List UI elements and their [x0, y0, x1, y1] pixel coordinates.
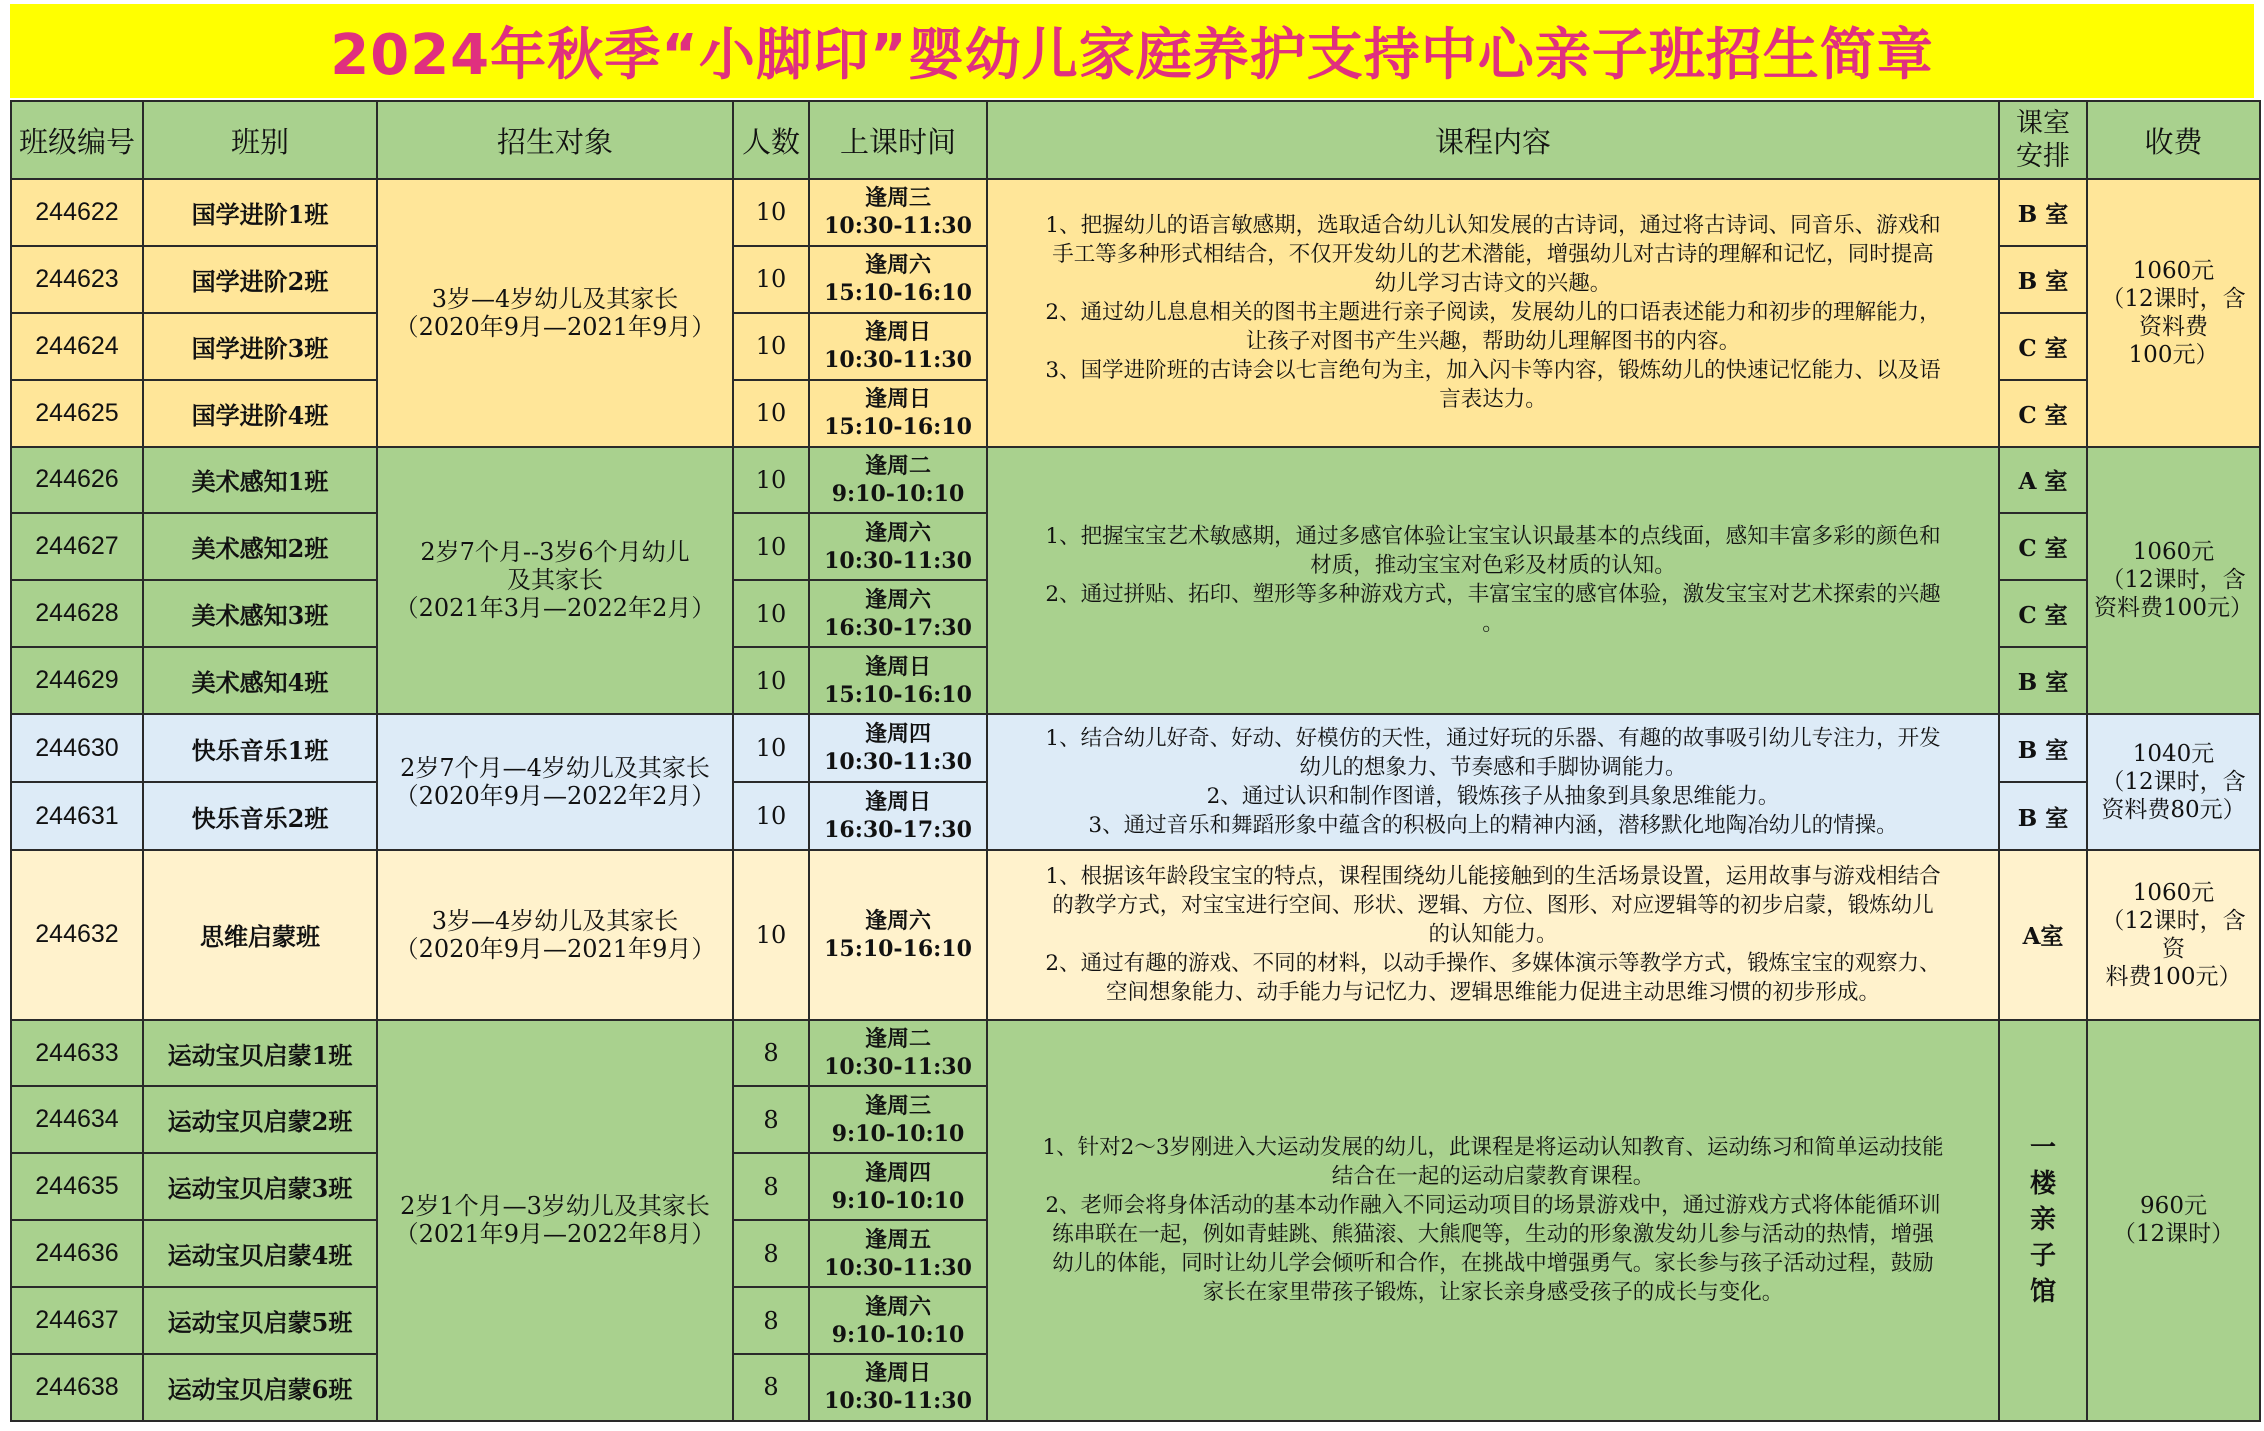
time-day: 逢周三 [864, 185, 931, 212]
time-day: 逢周三 [864, 1092, 931, 1119]
content-line: 1、把握宝宝艺术敏感期，通过多感官体验让宝宝认识最基本的点线面，感知丰富多彩的颜色和 [1045, 524, 1941, 550]
class-name-cell: 国学进阶3班 [143, 313, 377, 380]
time-day: 逢周六 [864, 586, 931, 613]
class-code-cell: 244624 [11, 313, 143, 380]
class-name-cell: 运动宝贝启蒙4班 [143, 1220, 377, 1287]
time-cell [809, 313, 987, 380]
count-cell: 10 [733, 313, 809, 380]
target-line: 2岁1个月—3岁幼儿及其家长 [400, 1192, 710, 1221]
class-name-cell: 运动宝贝启蒙6班 [143, 1354, 377, 1421]
time-cell [809, 1020, 987, 1087]
count-cell: 8 [733, 1086, 809, 1153]
class-name-cell: 快乐音乐2班 [143, 782, 377, 850]
count-cell: 10 [733, 447, 809, 514]
time-day: 逢周日 [864, 386, 931, 413]
time-hours: 15:10-16:10 [824, 935, 972, 962]
count-cell: 10 [733, 782, 809, 850]
time-hours: 10:30-11:30 [824, 213, 972, 240]
table-row [11, 179, 2260, 246]
target-line: 2岁7个月—4岁幼儿及其家长 [400, 754, 710, 783]
time-hours: 10:30-11:30 [824, 749, 972, 776]
time-cell [809, 1086, 987, 1153]
room-line: 子 [2029, 1241, 2056, 1272]
target-cell [377, 179, 733, 447]
time-cell [809, 647, 987, 714]
content-line: 幼儿的体能，同时让幼儿学会倾听和合作，在挑战中增强勇气。家长参与孩子活动过程，鼓励 [1052, 1251, 1934, 1277]
time-cell [809, 1153, 987, 1220]
count-cell: 8 [733, 1354, 809, 1421]
count-cell: 8 [733, 1220, 809, 1287]
header-room [1999, 101, 2087, 179]
target-cell [377, 714, 733, 850]
time-day: 逢周六 [864, 519, 931, 546]
target-line: 及其家长 [507, 566, 603, 595]
table-row [11, 447, 2260, 514]
content-line: 材质，推动宝宝对色彩及材质的认知。 [1310, 553, 1676, 579]
content-line: 的教学方式，对宝宝进行空间、形状、逻辑、方位、图形、对应逻辑等的初步启蒙，锻炼幼儿 [1052, 893, 1934, 919]
header-room-line2: 安排 [2016, 141, 2070, 172]
room-cell: B 室 [1999, 782, 2087, 850]
count-cell: 10 [733, 714, 809, 782]
time-day: 逢周六 [864, 1293, 931, 1320]
time-cell [809, 447, 987, 514]
time-day: 逢周六 [864, 907, 931, 934]
time-day: 逢周日 [864, 653, 931, 680]
room-line: 楼 [2029, 1169, 2056, 1200]
time-day: 逢周六 [864, 252, 931, 279]
fee-line: 960元 [2140, 1193, 2207, 1220]
content-line: 2、老师会将身体活动的基本动作融入不同运动项目的场景游戏中，通过游戏方式将体能循环训 [1045, 1193, 1941, 1219]
target-line: 2岁7个月--3岁6个月幼儿 [420, 538, 690, 567]
class-name-cell: 美术感知4班 [143, 647, 377, 714]
target-cell [377, 1020, 733, 1421]
time-hours: 15:10-16:10 [824, 280, 972, 307]
class-code-cell: 244635 [11, 1153, 143, 1220]
table-row [11, 850, 2260, 1020]
count-cell: 10 [733, 380, 809, 447]
target-line: （2021年9月—2022年8月） [394, 1220, 716, 1249]
course-content-cell [987, 850, 1999, 1020]
target-line: （2020年9月—2021年9月） [394, 934, 716, 963]
fee-line: 资料费100元） [2094, 595, 2253, 622]
content-line: 3、国学进阶班的古诗会以七言绝句为主，加入闪卡等内容，锻炼幼儿的快速记忆能力、以及语 [1045, 358, 1941, 384]
time-day: 逢周四 [864, 721, 931, 748]
room-line: 馆 [2029, 1277, 2056, 1308]
header-fee: 收费 [2087, 101, 2260, 179]
room-line: 亲 [2029, 1205, 2056, 1236]
time-day: 逢周日 [864, 319, 931, 346]
fee-line: 料费100元） [2105, 963, 2242, 990]
class-name-cell: 运动宝贝启蒙5班 [143, 1287, 377, 1354]
content-line: 2、通过认识和制作图谱，锻炼孩子从抽象到具象思维能力。 [1206, 784, 1780, 810]
course-content-cell [987, 179, 1999, 447]
count-cell: 8 [733, 1153, 809, 1220]
header-content: 课程内容 [987, 101, 1999, 179]
fee-line: 1060元 [2132, 539, 2215, 566]
fee-line: 1040元 [2132, 741, 2215, 768]
fee-cell [2087, 1020, 2260, 1421]
room-cell: C 室 [1999, 580, 2087, 647]
fee-line: 1060元 [2132, 257, 2215, 284]
content-line: 1、把握幼儿的语言敏感期，选取适合幼儿认知发展的古诗词，通过将古诗词、同音乐、游戏和 [1045, 213, 1941, 239]
fee-cell [2087, 850, 2260, 1020]
time-day: 逢周日 [864, 789, 931, 816]
content-line: 幼儿的想象力、节奏感和手脚协调能力。 [1299, 755, 1687, 781]
fee-line: （12课时） [2112, 1221, 2235, 1248]
time-day: 逢周日 [864, 1360, 931, 1387]
header-room-line1: 课室 [2016, 108, 2070, 139]
fee-line: （12课时，含 [2101, 769, 2246, 796]
course-content-cell [987, 447, 1999, 715]
time-hours: 9:10-10:10 [831, 1321, 965, 1348]
class-code-cell: 244628 [11, 580, 143, 647]
time-hours: 10:30-11:30 [824, 547, 972, 574]
target-cell [377, 447, 733, 715]
fee-line: （12课时，含 [2101, 285, 2246, 312]
count-cell: 8 [733, 1020, 809, 1087]
time-cell [809, 1220, 987, 1287]
fee-cell [2087, 714, 2260, 850]
fee-line: （12课时，含资 [2101, 907, 2246, 962]
class-code-cell: 244637 [11, 1287, 143, 1354]
count-cell: 10 [733, 580, 809, 647]
class-name-cell: 美术感知2班 [143, 513, 377, 580]
time-hours: 16:30-17:30 [824, 817, 972, 844]
room-cell: B 室 [1999, 246, 2087, 313]
time-day: 逢周二 [864, 1026, 931, 1053]
time-day: 逢周五 [864, 1226, 931, 1253]
class-code-cell: 244633 [11, 1020, 143, 1087]
count-cell: 10 [733, 647, 809, 714]
time-hours: 15:10-16:10 [824, 414, 972, 441]
time-cell [809, 513, 987, 580]
class-code-cell: 244625 [11, 380, 143, 447]
room-cell: C 室 [1999, 513, 2087, 580]
time-cell [809, 380, 987, 447]
class-code-cell: 244634 [11, 1086, 143, 1153]
room-cell: B 室 [1999, 179, 2087, 246]
time-hours: 10:30-11:30 [824, 1388, 972, 1415]
room-cell: C 室 [1999, 380, 2087, 447]
time-cell [809, 850, 987, 1020]
fee-line: 1060元 [2132, 879, 2215, 906]
class-name-cell: 运动宝贝启蒙2班 [143, 1086, 377, 1153]
class-code-cell: 244631 [11, 782, 143, 850]
time-cell [809, 1287, 987, 1354]
content-line: 2、通过幼儿息息相关的图书主题进行亲子阅读，发展幼儿的口语表述能力和初步的理解能力， [1045, 300, 1941, 326]
time-day: 逢周四 [864, 1159, 931, 1186]
target-line: 3岁—4岁幼儿及其家长 [431, 284, 679, 313]
room-cell: B 室 [1999, 714, 2087, 782]
target-line: （2020年9月—2022年2月） [394, 782, 716, 811]
class-name-cell: 美术感知1班 [143, 447, 377, 514]
content-line: 家长在家里带孩子锻炼，让家长亲身感受孩子的成长与变化。 [1202, 1280, 1784, 1306]
fee-line: 100元） [2128, 341, 2219, 368]
fee-line: 资料费 [2139, 313, 2208, 340]
class-code-cell: 244627 [11, 513, 143, 580]
time-cell [809, 714, 987, 782]
class-name-cell: 思维启蒙班 [143, 850, 377, 1020]
class-code-cell: 244638 [11, 1354, 143, 1421]
time-cell [809, 179, 987, 246]
time-day: 逢周二 [864, 452, 931, 479]
count-cell: 10 [733, 246, 809, 313]
header-class: 班别 [143, 101, 377, 179]
time-hours: 9:10-10:10 [831, 1187, 965, 1214]
room-cell: A 室 [1999, 447, 2087, 514]
page-title: 2024年秋季“小脚印”婴幼儿家庭养护支持中心亲子班招生简章 [330, 23, 1934, 88]
count-cell: 10 [733, 179, 809, 246]
content-line: 1、根据该年龄段宝宝的特点，课程围绕幼儿能接触到的生活场景设置，运用故事与游戏相结合 [1045, 864, 1941, 890]
fee-line: 资料费80元） [2101, 797, 2246, 824]
header-target: 招生对象 [377, 101, 733, 179]
class-code-cell: 244636 [11, 1220, 143, 1287]
class-name-cell: 美术感知3班 [143, 580, 377, 647]
count-cell: 8 [733, 1287, 809, 1354]
content-line: 空间想象能力、动手能力与记忆力、逻辑思维能力促进主动思维习惯的初步形成。 [1105, 980, 1880, 1006]
content-line: 的认知能力。 [1428, 922, 1558, 948]
class-code-cell: 244623 [11, 246, 143, 313]
content-line: 练串联在一起，例如青蛙跳、熊猫滚、大熊爬等，生动的形象激发幼儿参与活动的热情，增强 [1052, 1222, 1934, 1248]
header-code: 班级编号 [11, 101, 143, 179]
content-line: 让孩子对图书产生兴趣，帮助幼儿理解图书的内容。 [1245, 329, 1741, 355]
content-line: 言表达力。 [1439, 387, 1547, 413]
room-line: 一 [2029, 1133, 2056, 1164]
course-content-cell [987, 714, 1999, 850]
count-cell: 10 [733, 850, 809, 1020]
content-line: 。 [1482, 611, 1504, 637]
class-code-cell: 244629 [11, 647, 143, 714]
time-cell [809, 782, 987, 850]
class-name-cell: 国学进阶4班 [143, 380, 377, 447]
content-line: 幼儿学习古诗文的兴趣。 [1374, 271, 1612, 297]
content-line: 手工等多种形式相结合，不仅开发幼儿的艺术潜能，增强幼儿对古诗的理解和记忆，同时提高 [1052, 242, 1934, 268]
table-row [11, 714, 2260, 782]
class-name-cell: 运动宝贝启蒙3班 [143, 1153, 377, 1220]
content-line: 3、通过音乐和舞蹈形象中蕴含的积极向上的精神内涵，潜移默化地陶冶幼儿的情操。 [1088, 813, 1898, 839]
title-banner [10, 4, 2254, 98]
time-hours: 10:30-11:30 [824, 347, 972, 374]
time-hours: 9:10-10:10 [831, 1120, 965, 1147]
time-hours: 10:30-11:30 [824, 1254, 972, 1281]
target-line: （2020年9月—2021年9月） [394, 312, 716, 341]
header-row [11, 101, 2260, 179]
class-code-cell: 244622 [11, 179, 143, 246]
content-line: 1、针对2～3岁刚进入大运动发展的幼儿，此课程是将运动认知教育、运动练习和简单运动技能 [1042, 1135, 1944, 1161]
time-hours: 9:10-10:10 [831, 480, 965, 507]
class-name-cell: 国学进阶2班 [143, 246, 377, 313]
count-cell: 10 [733, 513, 809, 580]
room-cell [1999, 1020, 2087, 1421]
room-cell: B 室 [1999, 647, 2087, 714]
room-cell: C 室 [1999, 313, 2087, 380]
time-hours: 15:10-16:10 [824, 681, 972, 708]
table-row [11, 1020, 2260, 1087]
time-cell [809, 580, 987, 647]
room-cell: A室 [1999, 850, 2087, 1020]
target-line: 3岁—4岁幼儿及其家长 [431, 906, 679, 935]
class-code-cell: 244626 [11, 447, 143, 514]
class-code-cell: 244632 [11, 850, 143, 1020]
time-cell [809, 1354, 987, 1421]
content-line: 1、结合幼儿好奇、好动、好模仿的天性，通过好玩的乐器、有趣的故事吸引幼儿专注力，开发 [1045, 726, 1941, 752]
time-hours: 16:30-17:30 [824, 614, 972, 641]
content-line: 2、通过拼贴、拓印、塑形等多种游戏方式，丰富宝宝的感官体验，激发宝宝对艺术探索的兴趣 [1045, 582, 1941, 608]
header-count: 人数 [733, 101, 809, 179]
enrollment-table [10, 100, 2261, 1422]
class-name-cell: 国学进阶1班 [143, 179, 377, 246]
target-line: （2021年3月—2022年2月） [394, 594, 716, 623]
content-line: 2、通过有趣的游戏、不同的材料，以动手操作、多媒体演示等教学方式，锻炼宝宝的观察力、 [1045, 951, 1941, 977]
target-cell [377, 850, 733, 1020]
fee-cell [2087, 179, 2260, 447]
content-line: 结合在一起的运动启蒙教育课程。 [1331, 1164, 1655, 1190]
class-code-cell: 244630 [11, 714, 143, 782]
course-content-cell [987, 1020, 1999, 1421]
fee-line: （12课时，含 [2101, 567, 2246, 594]
time-cell [809, 246, 987, 313]
class-name-cell: 运动宝贝启蒙1班 [143, 1020, 377, 1087]
time-hours: 10:30-11:30 [824, 1054, 972, 1081]
fee-cell [2087, 447, 2260, 715]
class-name-cell: 快乐音乐1班 [143, 714, 377, 782]
header-time: 上课时间 [809, 101, 987, 179]
